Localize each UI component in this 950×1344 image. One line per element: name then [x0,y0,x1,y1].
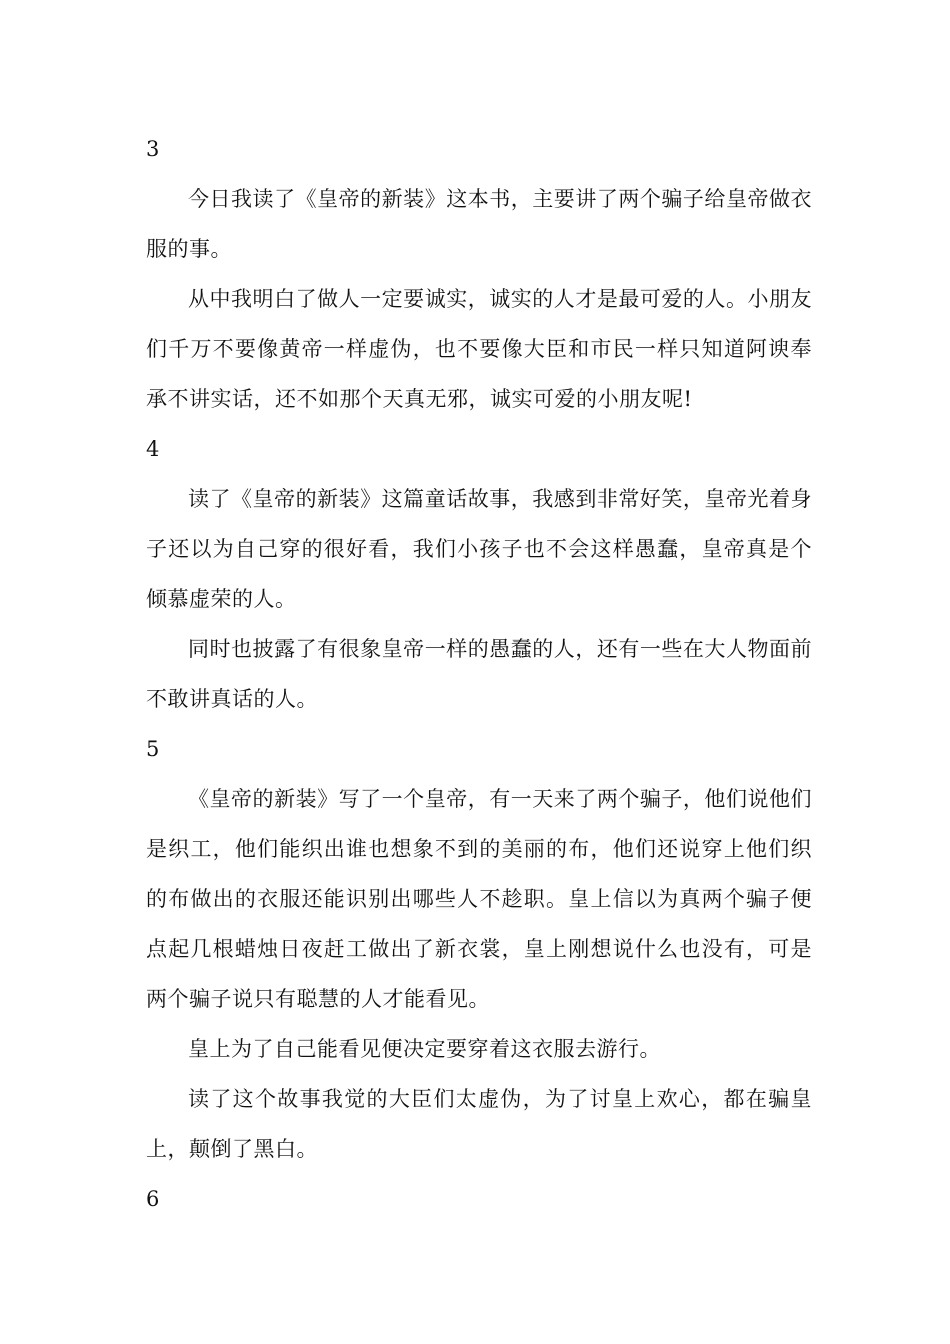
section-5-paragraph-1: 《皇帝的新装》写了一个皇帝，有一天来了两个骗子，他们说他们是织工，他们能织出谁也想象不到的美丽的布，他们还说穿上他们织的布做出的衣服还能识别出哪些人不趁职。皇上信以为真两个骗子便点起几根蜡烛日夜赶工做出了新衣裳，皇上刚想说什么也没有，可是两个骗子说只有聪慧的人才能看见。 [146,787,812,1011]
section-number-3: 3 [146,137,160,161]
section-3-paragraph-1: 今日我读了《皇帝的新装》这本书，主要讲了两个骗子给皇帝做衣服的事。 [146,187,812,261]
section-5-paragraph-3: 读了这个故事我觉的大臣们太虚伪，为了讨皇上欢心，都在骗皇上，颠倒了黑白。 [146,1087,812,1161]
section-3-paragraph-2: 从中我明白了做人一定要诚实，诚实的人才是最可爱的人。小朋友们千万不要像黄帝一样虚伪，也不要像大臣和市民一样只知道阿谀奉承不讲实话，还不如那个天真无邪，诚实可爱的小朋友呢! [146,287,812,411]
section-4-paragraph-1: 读了《皇帝的新装》这篇童话故事，我感到非常好笑，皇帝光着身子还以为自己穿的很好看，我们小孩子也不会这样愚蠢，皇帝真是个倾慕虚荣的人。 [146,487,812,611]
section-number-5: 5 [146,737,160,761]
section-5-paragraph-2: 皇上为了自己能看见便决定要穿着这衣服去游行。 [188,1037,661,1061]
section-number-6: 6 [146,1187,160,1211]
section-number-4: 4 [146,437,160,461]
section-4-paragraph-2: 同时也披露了有很象皇帝一样的愚蠢的人，还有一些在大人物面前不敢讲真话的人。 [146,637,812,711]
document-body [146,124,812,1224]
